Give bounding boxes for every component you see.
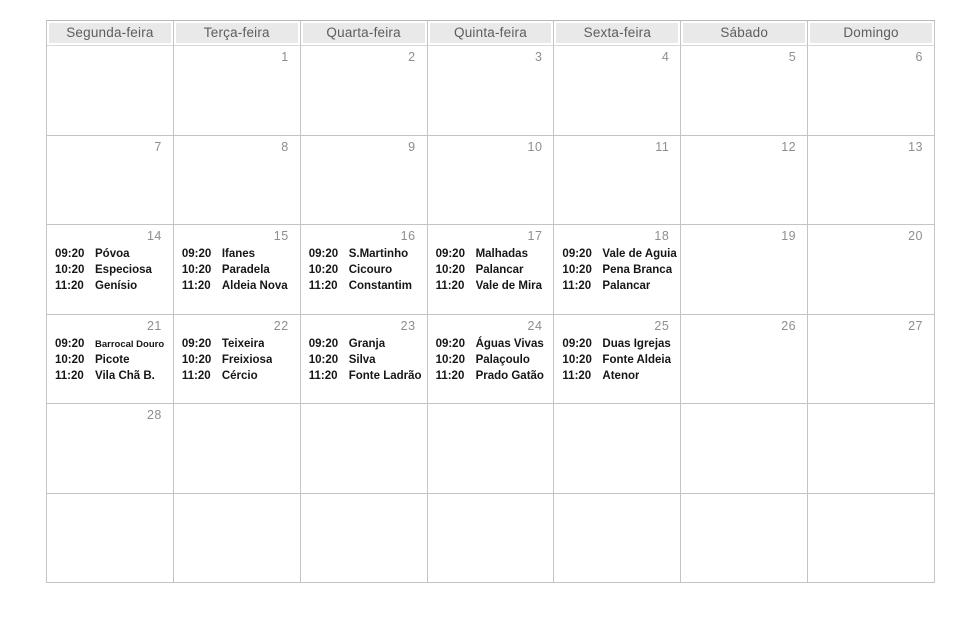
day-cell-26 <box>681 315 808 405</box>
day-number <box>301 494 427 514</box>
event <box>55 246 171 262</box>
day-cell-17 <box>428 225 555 315</box>
day-number <box>554 494 680 514</box>
day-number <box>47 494 173 514</box>
day-cell-24 <box>428 315 555 405</box>
event <box>55 336 171 352</box>
day-number: 2 <box>408 50 416 64</box>
event <box>309 352 425 368</box>
event-time: 10:20 <box>308 353 339 366</box>
event-time: 10:20 <box>181 264 212 276</box>
day-number: 5 <box>788 50 797 64</box>
event-time: 10:20 <box>562 264 592 276</box>
day-header-sabado: Sábado <box>681 21 808 46</box>
event-name: Palancar <box>475 264 524 276</box>
event <box>55 262 171 278</box>
day-cell-empty <box>301 494 428 584</box>
event-time: 11:20 <box>308 280 338 292</box>
event-name: Águas Vivas <box>475 337 544 350</box>
day-cell-empty <box>174 494 301 584</box>
event-time: 10:20 <box>562 353 592 366</box>
event <box>309 336 425 352</box>
day-number: 10 <box>527 139 543 154</box>
event <box>562 246 678 262</box>
day-cell-12 <box>681 136 808 226</box>
day-number: 18 <box>654 229 670 243</box>
event-name: Silva <box>348 353 376 366</box>
day-cell-empty <box>681 404 808 494</box>
day-number: 14 <box>146 229 162 243</box>
day-cell-1 <box>174 46 301 136</box>
event-name: Genísio <box>95 280 138 292</box>
event <box>55 352 171 368</box>
event-time: 11:20 <box>562 369 592 382</box>
day-cell-13 <box>808 136 935 226</box>
event <box>562 336 678 352</box>
event-time: 11:20 <box>55 280 84 292</box>
day-cell-20 <box>808 225 935 315</box>
event-name: S.Martinho <box>348 248 409 260</box>
day-cell-empty <box>808 494 935 584</box>
event-name: Freixiosa <box>221 353 273 366</box>
event <box>562 368 678 384</box>
day-cell-15 <box>174 225 301 315</box>
day-cell-3 <box>428 46 555 136</box>
day-number <box>428 494 554 514</box>
event-time: 09:20 <box>435 337 465 350</box>
event-name: Vila Chã B. <box>95 369 155 382</box>
day-cell-empty <box>554 494 681 584</box>
day-number: 19 <box>781 229 797 243</box>
day-cell-27 <box>808 315 935 405</box>
event-name: Cicouro <box>348 264 393 276</box>
day-cell-empty <box>301 404 428 494</box>
day-cell-18 <box>554 225 681 315</box>
day-cell-14 <box>47 225 174 315</box>
event-name: Póvoa <box>95 248 130 260</box>
event <box>436 336 552 352</box>
event-time: 09:20 <box>181 248 212 260</box>
event-name: Prado Gatão <box>475 369 544 382</box>
day-number <box>47 46 173 66</box>
day-number <box>428 404 554 424</box>
day-number: 21 <box>146 318 162 333</box>
event-list <box>301 335 427 384</box>
event-time: 10:20 <box>55 264 85 276</box>
day-cell-7 <box>47 136 174 226</box>
day-number <box>808 404 934 424</box>
event-time: 10:20 <box>435 353 465 366</box>
day-number <box>681 404 807 424</box>
day-cell-6 <box>808 46 935 136</box>
day-number: 17 <box>527 229 543 243</box>
event-list <box>554 335 680 384</box>
day-number <box>174 404 300 424</box>
day-cell-empty <box>681 494 808 584</box>
day-number: 12 <box>781 139 797 154</box>
day-cell-11 <box>554 136 681 226</box>
event-name: Cércio <box>221 369 258 382</box>
event-time: 10:20 <box>55 353 85 366</box>
day-number: 26 <box>781 318 797 333</box>
event-time: 11:20 <box>435 280 465 292</box>
event-name: Pena Branca <box>602 264 673 276</box>
day-header-quarta: Quarta-feira <box>301 21 428 46</box>
event-list <box>428 335 554 384</box>
event-name: Palaçoulo <box>475 353 530 366</box>
event-time: 10:20 <box>308 264 339 276</box>
day-number <box>808 494 934 514</box>
event <box>562 352 678 368</box>
event-time: 11:20 <box>308 369 338 382</box>
event-time: 09:20 <box>55 248 85 260</box>
event <box>55 368 171 384</box>
event-name: Vale de Mira <box>475 280 543 292</box>
event-time: 09:20 <box>181 337 212 350</box>
event-name: Duas Igrejas <box>602 337 671 350</box>
event-name: Constantim <box>348 280 412 292</box>
day-cell-empty <box>47 494 174 584</box>
event-name: Fonte Ladrão <box>348 369 422 382</box>
event-name: Malhadas <box>475 248 528 260</box>
event-time: 10:20 <box>181 353 212 366</box>
day-number <box>174 494 300 514</box>
day-cell-23 <box>301 315 428 405</box>
event-time: 09:20 <box>308 337 339 350</box>
event <box>436 246 552 262</box>
day-cell-9 <box>301 136 428 226</box>
event-time: 11:20 <box>181 280 211 292</box>
day-cell-empty <box>428 404 555 494</box>
day-number: 13 <box>908 139 923 154</box>
event-time: 09:20 <box>308 248 339 260</box>
day-cell-empty <box>554 404 681 494</box>
event <box>562 278 678 294</box>
day-cell-4 <box>554 46 681 136</box>
day-header-terca: Terça-feira <box>174 21 301 46</box>
day-cell-21 <box>47 315 174 405</box>
event-time: 09:20 <box>55 337 85 350</box>
event-name: Fonte Aldeia <box>602 353 672 366</box>
event <box>309 368 425 384</box>
day-number: 25 <box>654 318 670 333</box>
event-list <box>47 335 173 384</box>
day-number: 11 <box>655 139 670 154</box>
event-list <box>428 245 554 294</box>
event-time: 11:20 <box>435 369 465 382</box>
day-cell-22 <box>174 315 301 405</box>
day-number: 20 <box>908 229 923 243</box>
event-name: Granja <box>348 337 386 350</box>
event-time: 09:20 <box>562 248 592 260</box>
event <box>309 246 425 262</box>
event-time: 11:20 <box>562 280 592 292</box>
event-name: Palancar <box>602 280 651 292</box>
event-time: 11:20 <box>181 369 211 382</box>
day-number: 15 <box>273 229 289 243</box>
event-list <box>174 335 300 384</box>
event <box>182 262 298 278</box>
day-cell-5 <box>681 46 808 136</box>
event-list <box>47 245 173 294</box>
event-time: 11:20 <box>55 369 84 382</box>
day-number: 22 <box>273 318 289 333</box>
event <box>182 352 298 368</box>
event <box>55 278 171 294</box>
day-header-domingo: Domingo <box>808 21 935 46</box>
event <box>182 336 298 352</box>
event-time: 09:20 <box>562 337 592 350</box>
day-cell-empty <box>47 46 174 136</box>
day-number <box>681 494 807 514</box>
event-name: Ifanes <box>221 248 256 260</box>
event-list <box>554 245 680 294</box>
event-list <box>301 245 427 294</box>
monthly-calendar-grid <box>46 20 935 583</box>
day-header-quinta: Quinta-feira <box>428 21 555 46</box>
day-number: 6 <box>915 50 923 64</box>
event-time: 09:20 <box>435 248 465 260</box>
day-number <box>554 404 680 424</box>
day-cell-empty <box>808 404 935 494</box>
day-cell-19 <box>681 225 808 315</box>
day-header-segunda: Segunda-feira <box>47 21 174 46</box>
day-cell-10 <box>428 136 555 226</box>
event-time: 10:20 <box>435 264 465 276</box>
event-list <box>174 245 300 294</box>
event <box>436 262 552 278</box>
event-name: Paradela <box>221 264 270 276</box>
day-number: 1 <box>281 50 289 64</box>
event <box>436 368 552 384</box>
event <box>309 262 425 278</box>
day-cell-2 <box>301 46 428 136</box>
day-cell-empty <box>174 404 301 494</box>
day-number: 23 <box>400 318 416 333</box>
day-cell-25 <box>554 315 681 405</box>
day-number: 3 <box>534 50 543 64</box>
day-header-sexta: Sexta-feira <box>554 21 681 46</box>
event-name: Aldeia Nova <box>221 280 288 292</box>
day-number: 24 <box>527 318 543 333</box>
event <box>182 368 298 384</box>
event-name: Picote <box>95 353 130 366</box>
event <box>562 262 678 278</box>
event-name: Vale de Aguia <box>602 248 677 260</box>
event <box>182 278 298 294</box>
event <box>182 246 298 262</box>
event-name: Teixeira <box>221 337 265 350</box>
day-cell-28 <box>47 404 174 494</box>
event-name: Barrocal Douro <box>95 338 165 350</box>
day-number: 27 <box>908 318 923 333</box>
day-number: 8 <box>281 139 289 154</box>
event-name: Especiosa <box>95 264 152 276</box>
day-number: 28 <box>146 408 162 422</box>
day-number: 7 <box>154 139 162 154</box>
day-number: 16 <box>400 229 416 243</box>
day-number: 4 <box>661 50 670 64</box>
day-number: 9 <box>408 139 416 154</box>
day-number <box>301 404 427 424</box>
event-name: Atenor <box>602 369 640 382</box>
day-cell-empty <box>428 494 555 584</box>
event <box>436 278 552 294</box>
event <box>436 352 552 368</box>
day-cell-16 <box>301 225 428 315</box>
day-cell-8 <box>174 136 301 226</box>
event <box>309 278 425 294</box>
